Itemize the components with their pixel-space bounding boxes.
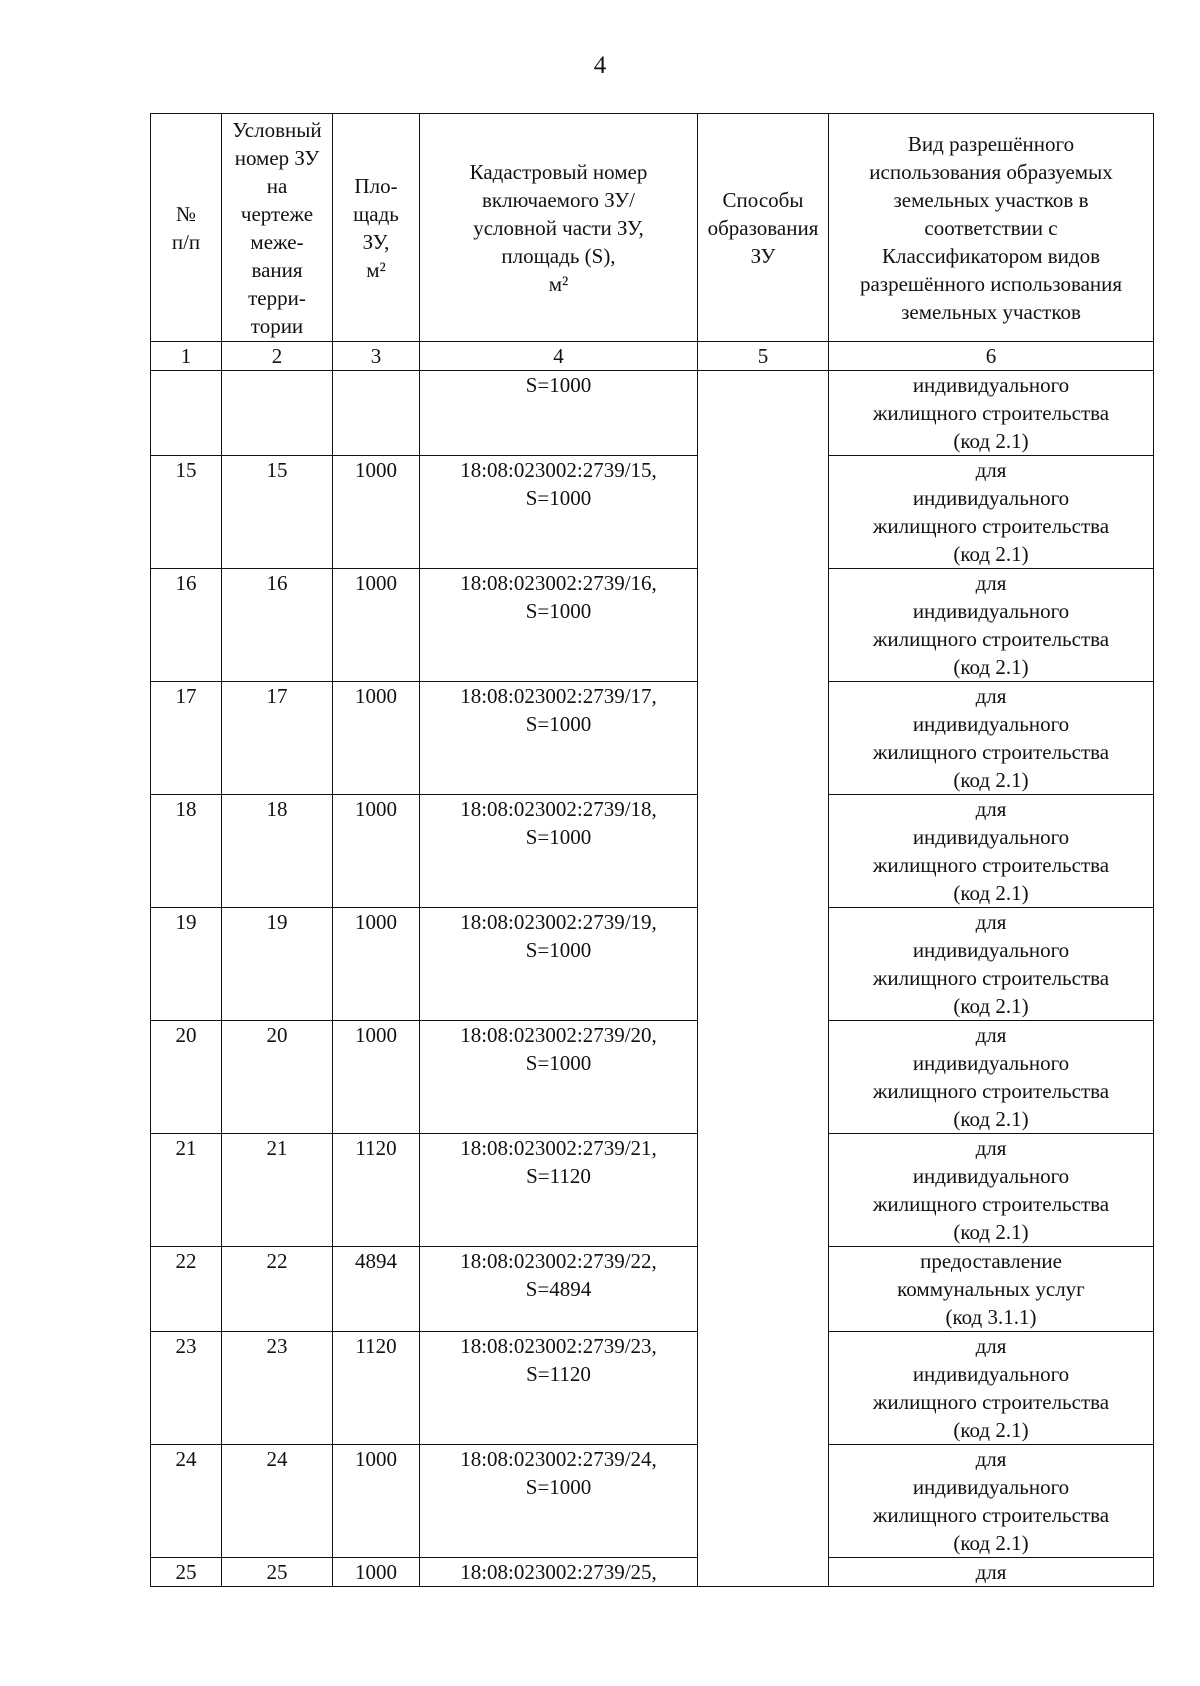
cell-area: 1000 [333,1021,420,1134]
cell-permitted-use: для индивидуального жилищного строительства (код 2.1) [829,908,1154,1021]
table-row [151,1021,1154,1134]
table-row [151,456,1154,569]
header-row-number: № п/п [151,114,222,342]
cell-row-number: 20 [151,1021,222,1134]
cell-zu-number: 23 [222,1332,333,1445]
column-number: 1 [151,342,222,371]
column-number: 6 [829,342,1154,371]
page-number: 4 [593,52,607,79]
header-area: Пло- щадь ЗУ, м² [333,114,420,342]
table-row-continuation [151,371,1154,456]
cell-zu-number: 21 [222,1134,333,1247]
cell-cadastral: 18:08:023002:2739/19, S=1000 [420,908,698,1021]
cell-zu-number: 22 [222,1247,333,1332]
cell-row-number: 18 [151,795,222,908]
cell-row-number: 16 [151,569,222,682]
header-cadastral-number: Кадастровый номер включаемого ЗУ/ условной части ЗУ, площадь (S), м² [420,114,698,342]
cell-permitted-use: для индивидуального жилищного строительства (код 2.1) [829,569,1154,682]
cell-area: 1120 [333,1134,420,1247]
column-number-row [151,342,1154,371]
cell-zu-number: 24 [222,1445,333,1558]
cell-zu-number: 16 [222,569,333,682]
table-row [151,569,1154,682]
cell-area: 1000 [333,682,420,795]
land-plots-table [150,113,1154,1587]
cell-zu-number: 19 [222,908,333,1021]
cell-cadastral: 18:08:023002:2739/23, S=1120 [420,1332,698,1445]
cell-permitted-use: для индивидуального жилищного строительства (код 2.1) [829,795,1154,908]
table-row [151,1134,1154,1247]
cell-cadastral: 18:08:023002:2739/16, S=1000 [420,569,698,682]
cell-cadastral: 18:08:023002:2739/20, S=1000 [420,1021,698,1134]
cell-permitted-use: предоставление коммунальных услуг (код 3.1.1) [829,1247,1154,1332]
cell-permitted-use: для индивидуального жилищного строительства (код 2.1) [829,1021,1154,1134]
column-number: 3 [333,342,420,371]
table-row [151,682,1154,795]
cell-zu-number: 15 [222,456,333,569]
cell-formation-method [698,371,829,1587]
cell-zu-number: 20 [222,1021,333,1134]
cell-permitted-use: индивидуального жилищного строительства (код 2.1) [829,371,1154,456]
cell-row-number [151,371,222,456]
cell-cadastral: 18:08:023002:2739/15, S=1000 [420,456,698,569]
cell-zu-number: 25 [222,1558,333,1587]
cell-permitted-use: для индивидуального жилищного строительства (код 2.1) [829,1134,1154,1247]
cell-area: 4894 [333,1247,420,1332]
header-permitted-use: Вид разрешённого использования образуемых земельных участков в соответствии с Классификатором видов разрешённого использования земельных участков [829,114,1154,342]
cell-permitted-use: для индивидуального жилищного строительства (код 2.1) [829,1332,1154,1445]
column-number: 4 [420,342,698,371]
cell-row-number: 17 [151,682,222,795]
cell-permitted-use: для индивидуального жилищного строительства (код 2.1) [829,682,1154,795]
cell-cadastral: 18:08:023002:2739/18, S=1000 [420,795,698,908]
cell-permitted-use: для [829,1558,1154,1587]
cell-area: 1000 [333,908,420,1021]
cell-area: 1000 [333,1445,420,1558]
cell-zu-number: 18 [222,795,333,908]
cell-cadastral: 18:08:023002:2739/17, S=1000 [420,682,698,795]
table-row [151,795,1154,908]
cell-row-number: 22 [151,1247,222,1332]
cell-area: 1000 [333,795,420,908]
cell-zu-number [222,371,333,456]
cell-row-number: 23 [151,1332,222,1445]
table-row [151,908,1154,1021]
cell-cadastral: 18:08:023002:2739/24, S=1000 [420,1445,698,1558]
cell-area: 1000 [333,1558,420,1587]
cell-zu-number: 17 [222,682,333,795]
table-row [151,1445,1154,1558]
cell-area: 1000 [333,569,420,682]
cell-row-number: 25 [151,1558,222,1587]
column-number: 5 [698,342,829,371]
cell-row-number: 21 [151,1134,222,1247]
cell-cadastral: 18:08:023002:2739/22, S=4894 [420,1247,698,1332]
cell-cadastral: 18:08:023002:2739/25, [420,1558,698,1587]
cell-row-number: 19 [151,908,222,1021]
table-row [151,1247,1154,1332]
header-formation-method: Способы образования ЗУ [698,114,829,342]
cell-permitted-use: для индивидуального жилищного строительства (код 2.1) [829,456,1154,569]
cell-area: 1120 [333,1332,420,1445]
table-row [151,1558,1154,1587]
cell-permitted-use: для индивидуального жилищного строительства (код 2.1) [829,1445,1154,1558]
cell-cadastral: S=1000 [420,371,698,456]
header-row [151,114,1154,342]
column-number: 2 [222,342,333,371]
cell-area [333,371,420,456]
table-row [151,1332,1154,1445]
cell-row-number: 24 [151,1445,222,1558]
header-zu-number: Условный номер ЗУ на чертеже меже- вания терри- тории [222,114,333,342]
cell-area: 1000 [333,456,420,569]
cell-row-number: 15 [151,456,222,569]
cell-cadastral: 18:08:023002:2739/21, S=1120 [420,1134,698,1247]
